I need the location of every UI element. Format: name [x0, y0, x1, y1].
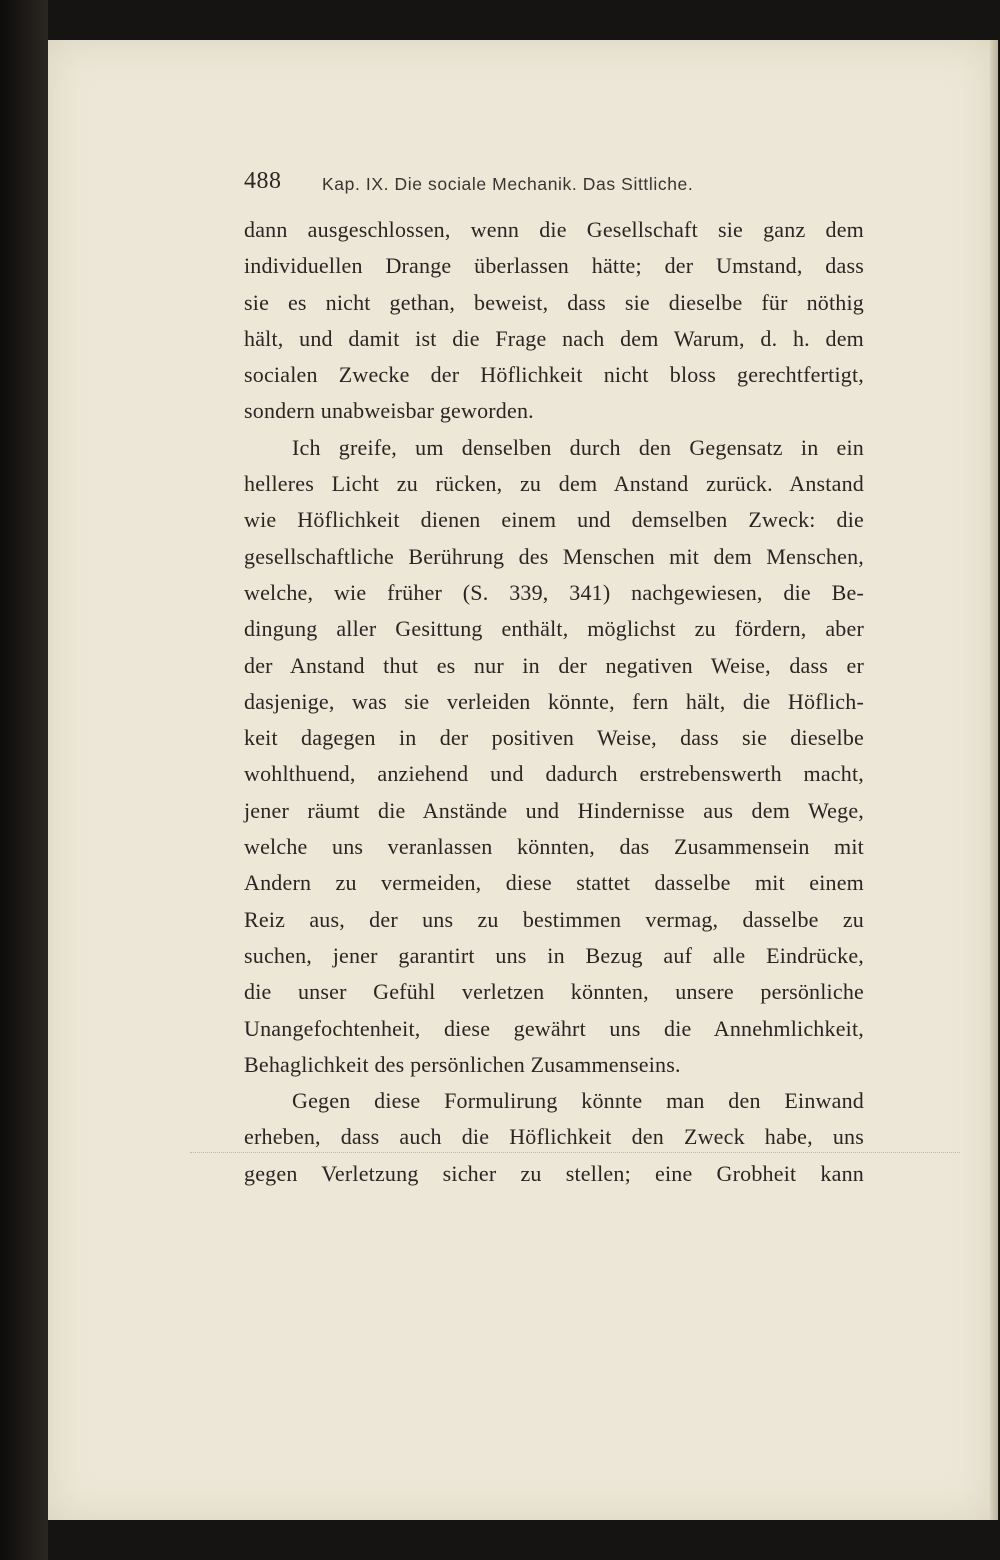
scan-left-margin: [0, 0, 48, 1560]
text-line: socialen Zwecke der Höflichkeit nicht bloss gerechtfertigt,: [244, 362, 864, 388]
text-line: sie es nicht gethan, beweist, dass sie dieselbe für nöthig: [244, 289, 864, 315]
text-line: hält, und damit ist die Frage nach dem Warum, d. h. dem: [244, 325, 864, 351]
body-text: [244, 212, 864, 1192]
text-line: suchen, jener garantirt uns in Bezug auf alle Eindrücke,: [244, 942, 864, 968]
text-line: gesellschaftliche Berührung des Menschen mit dem Menschen,: [244, 543, 864, 569]
text-line: individuellen Drange überlassen hätte; der Umstand, dass: [244, 253, 864, 279]
text-line: der Anstand thut es nur in der negativen Weise, dass er: [244, 652, 864, 678]
text-line: erheben, dass auch die Höflichkeit den Zweck habe, uns: [244, 1124, 864, 1150]
text-line: keit dagegen in der positiven Weise, dass sie dieselbe: [244, 725, 864, 751]
page-number: 488: [244, 168, 282, 194]
text-line: wie Höflichkeit dienen einem und demselben Zweck: die: [244, 507, 864, 533]
text-line: Gegen diese Formulirung könnte man den Einwand: [292, 1088, 864, 1114]
text-line: dann ausgeschlossen, wenn die Gesellschaft sie ganz dem: [244, 217, 864, 242]
text-line: wohlthuend, anziehend und dadurch erstrebenswerth macht,: [244, 761, 864, 787]
text-line: Ich greife, um denselben durch den Gegensatz in ein: [292, 434, 864, 460]
text-line: Unangefochtenheit, diese gewährt uns die Annehmlichkeit,: [244, 1015, 864, 1041]
text-line: welche uns veranlassen könnten, das Zusammensein mit: [244, 834, 864, 860]
text-line: helleres Licht zu rücken, zu dem Anstand zurück. Anstand: [244, 471, 864, 497]
text-line: dasjenige, was sie verleiden könnte, fern hält, die Höflich-: [244, 688, 864, 714]
page-header: [244, 168, 824, 204]
text-line: gegen Verletzung sicher zu stellen; eine Grobheit kann: [244, 1160, 864, 1186]
text-line: Reiz aus, der uns zu bestimmen vermag, dasselbe zu: [244, 906, 864, 932]
text-line: Andern zu vermeiden, diese stattet dasselbe mit einem: [244, 870, 864, 896]
text-line: sondern unabweisbar geworden.: [244, 398, 534, 424]
text-line: welche, wie früher (S. 339, 341) nachgewiesen, die Be-: [244, 579, 864, 605]
text-line: die unser Gefühl verletzen könnten, unsere persönliche: [244, 979, 864, 1005]
running-head: Kap. IX. Die sociale Mechanik. Das Sittliche.: [322, 174, 694, 194]
text-line: jener räumt die Anstände und Hindernisse aus dem Wege,: [244, 797, 864, 823]
text-line: Behaglichkeit des persönlichen Zusammenseins.: [244, 1051, 681, 1077]
page-edge: [990, 40, 998, 1520]
text-line: dingung aller Gesittung enthält, möglichst zu fördern, aber: [244, 616, 864, 642]
